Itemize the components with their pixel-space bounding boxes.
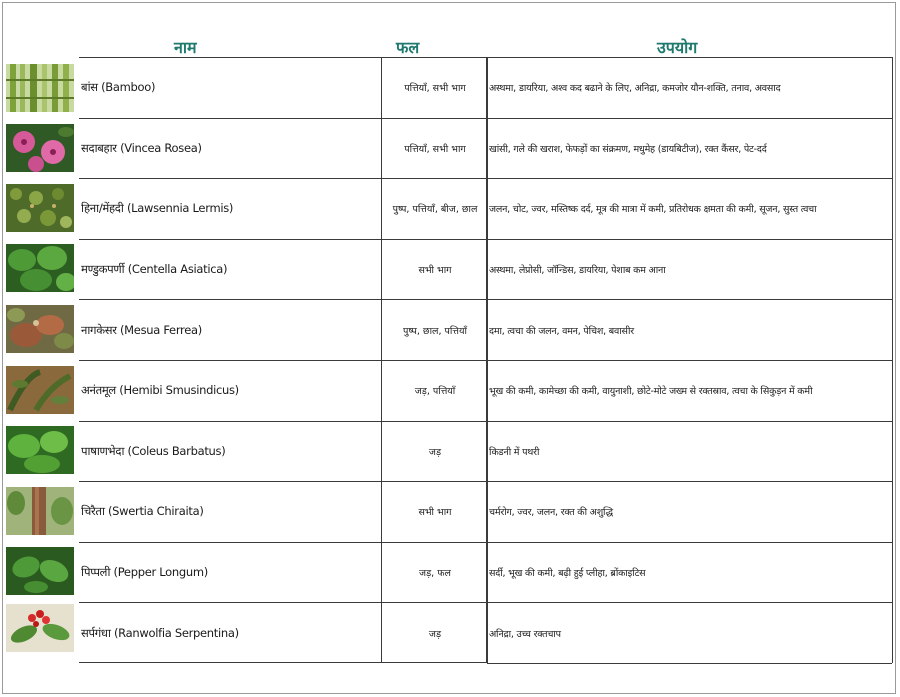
plant-part: पुष्प, छाल, पत्तियाँ (403, 325, 467, 337)
plant-part: जड़ (428, 446, 442, 458)
table-row (79, 179, 487, 240)
plant-use: दमा, त्वचा की जलन, वमन, पेचिश, बवासीर (489, 325, 634, 337)
plant-photo-coleus (6, 426, 74, 474)
table-row (487, 58, 892, 119)
plant-use: अस्थमा, लेप्रोसी, जॉन्डिस, डायरिया, पेशाब कम आना (489, 265, 666, 277)
plant-photo-centella (6, 244, 74, 292)
plant-use: चर्मरोग, ज्वर, जलन, रक्त की अशुद्धि (489, 507, 613, 519)
plant-use: खांसी, गले की खराश, फेफड़ों का संक्रमण, मधुमेह (डायबिटीज), रक्त कैंसर, पेट-दर्द (489, 143, 767, 155)
plant-name: पिप्पली (Pepper Longum) (81, 565, 208, 580)
table-row (487, 482, 892, 543)
plant-name: अनंतमूल (Hemibi Smusindicus) (81, 383, 239, 398)
table-row (79, 603, 487, 664)
table-row (487, 361, 892, 422)
plant-name: नागकेसर (Mesua Ferrea) (81, 322, 202, 337)
plant-use: सर्दी, भूख की कमी, बढ़ी हुई प्लीहा, ब्रोंकाइटिस (489, 568, 646, 580)
plant-photo-swertia (6, 487, 74, 535)
table-row (487, 422, 892, 483)
plant-part: जड़, पत्तियाँ (414, 386, 456, 398)
plant-part: पत्तियाँ, सभी भाग (404, 143, 466, 155)
plant-part: सभी भाग (418, 507, 452, 519)
header-name: नाम (174, 38, 197, 57)
plant-use: अस्थमा, डायरिया, अश्व कद बढाने के लिए, अनिद्रा, कमजोर यौन-शक्ति, तनाव, अवसाद (489, 83, 781, 95)
plant-part: सभी भाग (418, 265, 452, 277)
table-row (487, 179, 892, 240)
table-row (79, 543, 487, 604)
table-row (79, 300, 487, 361)
table-row (79, 119, 487, 180)
table-row (79, 240, 487, 301)
plant-name: सर्पगंधा (Ranwolfia Serpentina) (81, 626, 239, 641)
plant-name: बांस (Bamboo) (81, 80, 156, 95)
plant-photo-vinca (6, 124, 74, 172)
plant-part: पत्तियाँ, सभी भाग (404, 83, 466, 95)
table-row (79, 361, 487, 422)
plant-use: भूख की कमी, कामेच्छा की कमी, वायुनाशी, छोटे-मोटे जख्म से रक्तस्राव, त्वचा के सिकुड़न में कमी (489, 386, 813, 398)
plant-name: चिरैता (Swertia Chiraita) (81, 504, 204, 519)
plant-table-right (486, 57, 893, 663)
header-use: उपयोग (657, 38, 698, 57)
plant-name: सदाबहार (Vincea Rosea) (81, 140, 202, 155)
plant-photo-hemidesmus (6, 366, 74, 414)
table-row (487, 119, 892, 180)
table-row (487, 543, 892, 604)
plant-use: अनिद्रा, उच्च रक्तचाप (489, 628, 561, 640)
plant-use: जलन, चोट, ज्वर, मस्तिष्क दर्द, मूत्र की मात्रा में कमी, प्रतिरोधक क्षमता की कमी, सूजन, सुस्त त्वचा (489, 204, 817, 216)
table-row (79, 422, 487, 483)
header-part: फल (396, 38, 420, 57)
table-row (487, 240, 892, 301)
plant-part: पुष्प, पत्तियाँ, बीज, छाल (392, 204, 478, 216)
plant-photo-bamboo (6, 64, 74, 112)
plant-use: किडनी में पथरी (489, 446, 540, 458)
plant-part: जड़, फल (419, 568, 451, 580)
table-row (79, 58, 487, 119)
plant-part: जड़ (428, 629, 442, 641)
plant-name: हिना/मेंहदी (Lawsennia Lermis) (81, 201, 234, 216)
plant-photo-henna (6, 184, 74, 232)
plant-photo-pepper (6, 547, 74, 595)
plant-name: मण्डुकपर्णी (Centella Asiatica) (81, 262, 228, 277)
table-row (487, 300, 892, 361)
plant-name: पाषाणभेदा (Coleus Barbatus) (81, 443, 226, 458)
table-row (487, 603, 892, 664)
plant-photo-rauvolfia (6, 604, 74, 652)
plant-table-left (79, 57, 488, 663)
plant-photo-mesua (6, 305, 74, 353)
table-row (79, 482, 487, 543)
